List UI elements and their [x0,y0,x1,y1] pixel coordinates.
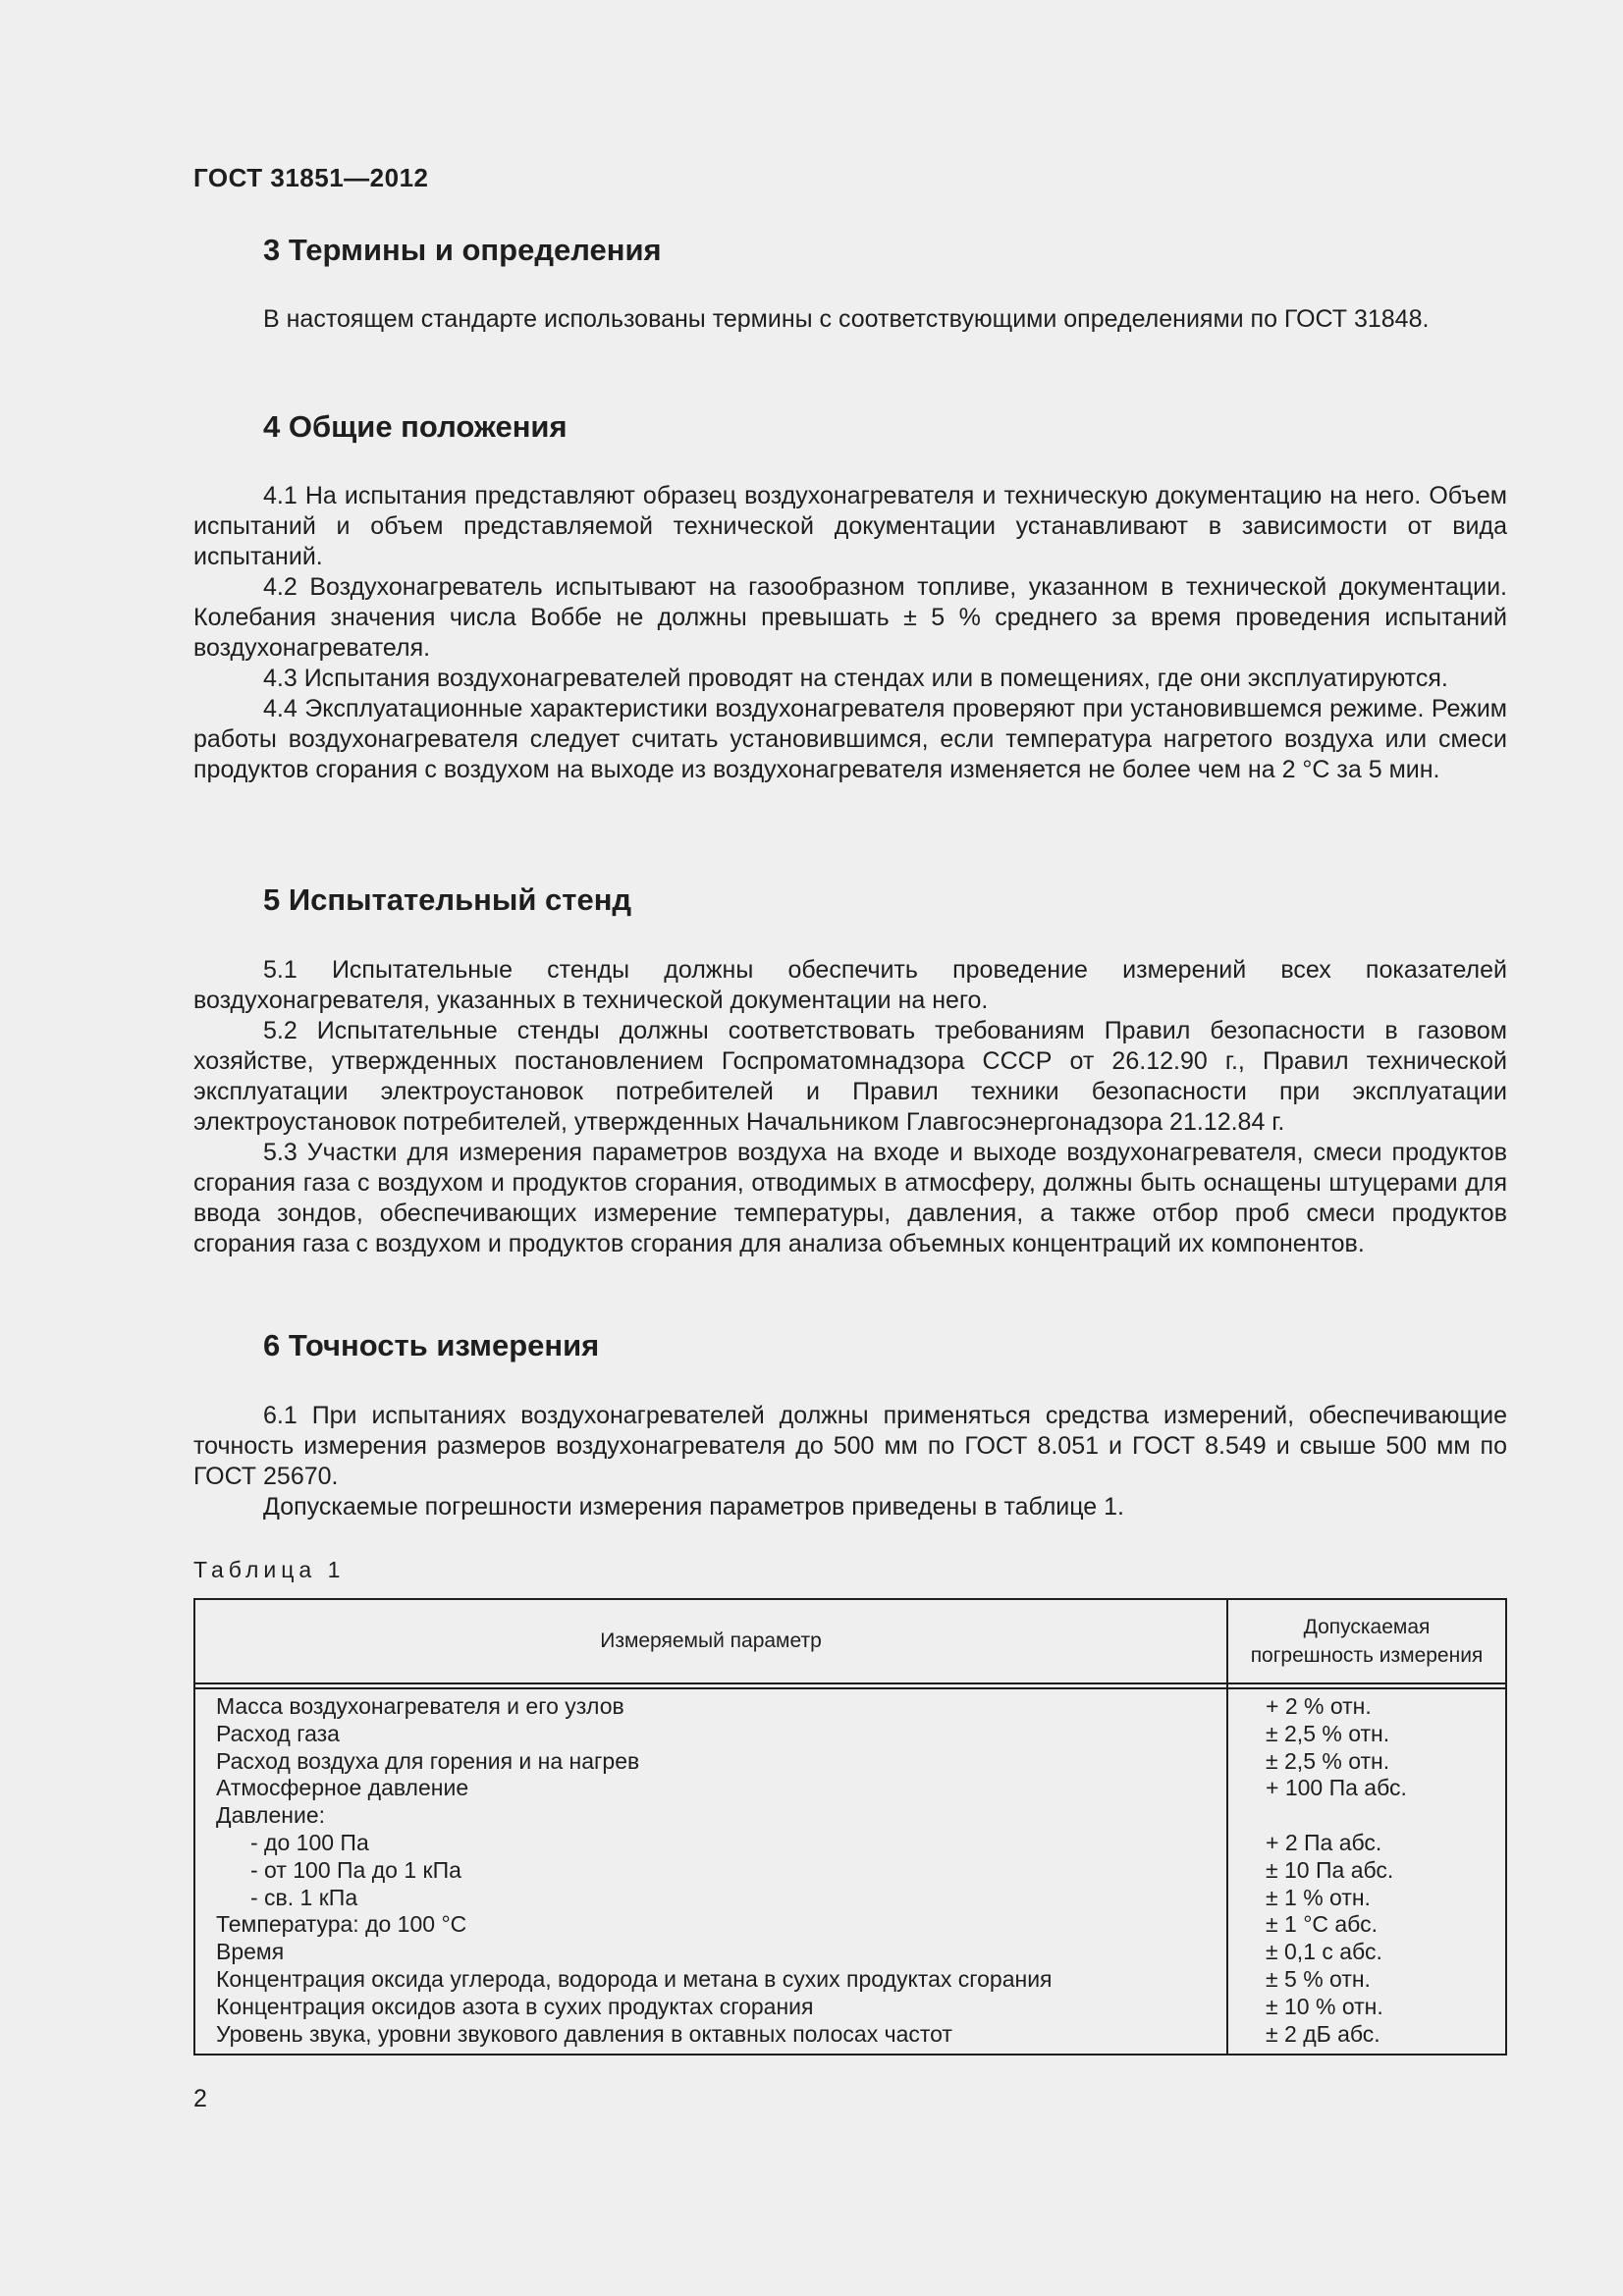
row-param: Атмосферное давление [216,1775,469,1801]
row-param: Концентрация оксидов азота в сухих продуктах сгорания [216,1993,814,2019]
table-row [195,1721,1505,1748]
paragraph-6-2: Допускаемые погрешности измерения параметров приведены в таблице 1. [263,1493,1125,1521]
table-row [195,1802,1505,1830]
table-row [195,1994,1505,2021]
table-caption: Таблица 1 [193,1557,346,1582]
row-param: Расход газа [216,1720,340,1746]
table-row [195,1775,1505,1802]
row-param: Время [216,1939,285,1965]
paragraph-4-3: 4.3 Испытания воздухонагревателей проводят на стендах или в помещениях, где они эксплуатируются. [263,665,1448,692]
row-param: - до 100 Па [250,1829,369,1855]
tolerance-table [193,1598,1507,2056]
row-error: ± 1 % отн. [1266,1884,1371,1910]
table-row [195,1857,1505,1885]
section-6-title: 6 Точность измерения [263,1328,600,1362]
row-error: ± 1 °С абс. [1266,1911,1378,1938]
row-error: + 2 Па абс. [1266,1829,1382,1855]
row-param: Температура: до 100 °С [216,1911,467,1938]
row-error: + 100 Па абс. [1266,1775,1407,1801]
row-error: ± 2 дБ абс. [1266,2020,1380,2047]
row-param: Масса воздухонагревателя и его узлов [216,1693,624,1719]
row-error: + 2 % отн. [1266,1693,1372,1719]
table-header-error-line1: Допускаемая [1303,1616,1431,1638]
row-error: ± 10 % отн. [1266,1993,1383,2019]
paragraph-5-1: 5.1 Испытательные стенды должны обеспечить проведение измерений всех показателей воздухонагревателя, указанных в технической документации на него. [193,956,1507,1014]
table-header-error-line2: погрешность измерения [1250,1644,1484,1667]
table-header-param: Измеряемый параметр [600,1629,822,1652]
paragraph-3-intro: В настоящем стандарте использованы термины с соответствующими определениями по ГОСТ 31848. [263,305,1430,333]
row-error: ± 0,1 с абс. [1266,1939,1382,1965]
page-number: 2 [193,2085,207,2112]
row-error: ± 2,5 % отн. [1266,1747,1390,1774]
paragraph-4-1: 4.1 На испытания представляют образец воздухонагревателя и техническую документацию на него. Объем испытаний и объем представляемой технической документации устанавливают в зависимости от вида испытаний. [193,482,1507,570]
table-header-error [1228,1600,1505,1682]
table-row [195,2021,1505,2049]
table-row [195,1748,1505,1776]
table-body [195,1693,1505,2048]
row-param: Расход воздуха для горения и на нагрев [216,1747,640,1774]
row-param: Уровень звука, уровни звукового давления в октавных полосах частот [216,2020,952,2047]
paragraph-5-2: 5.2 Испытательные стенды должны соответствовать требованиям Правил безопасности в газовом хозяйстве, утвержденных постановлением Госпроматомнадзора СССР от 26.12.90 г., Правил технической эксплуатации электроустановок потребителей и Правил техники безопасности при эксплуатации электроустановок потребителей, утвержденных Начальником Главгосэнергонадзора 21.12.84 г. [193,1017,1507,1136]
table-header-divider-double [195,1687,1505,1689]
row-error: ± 2,5 % отн. [1266,1720,1390,1746]
table-row [195,1939,1505,1966]
row-param: - от 100 Па до 1 кПа [250,1856,461,1883]
table-row [195,1885,1505,1912]
row-param: Давление: [216,1802,326,1829]
paragraph-4-4: 4.4 Эксплуатационные характеристики воздухонагревателя проверяют при установившемся режиме. Режим работы воздухонагревателя следует считать установившимся, если температура нагретого воздуха или смеси продуктов сгорания с воздухом на выходе из воздухонагревателя изменяется не более чем на 2 °С за 5 мин. [193,695,1507,783]
section-5-body [193,955,1507,1259]
table-header-divider [195,1682,1505,1684]
table-row [195,1830,1505,1857]
row-param: - св. 1 кПа [250,1884,358,1910]
paragraph-6-1: 6.1 При испытаниях воздухонагревателей должны применяться средства измерений, обеспечивающие точность измерения размеров воздухонагревателя до 500 мм по ГОСТ 8.051 и ГОСТ 8.549 и свыше 500 мм по ГОСТ 25670. [193,1402,1507,1490]
row-param: Концентрация оксида углерода, водорода и метана в сухих продуктах сгорания [216,1965,1053,1992]
section-5-title: 5 Испытательный стенд [263,882,632,917]
row-error: ± 10 Па абс. [1266,1856,1394,1883]
section-6-body [193,1401,1507,1522]
section-3-body [193,304,1507,335]
paragraph-5-3: 5.3 Участки для измерения параметров воздуха на входе и выходе воздухонагревателя, смеси продуктов сгорания газа с воздухом и продуктов сгорания, отводимых в атмосферу, должны быть оснащены штуцерами для ввода зондов, обеспечивающих измерение температуры, давления, а также отбор проб смеси продуктов сгорания газа с воздухом и продуктов сгорания для анализа объемных концентраций их компонентов. [193,1139,1507,1257]
table-row [195,1693,1505,1721]
section-4-body [193,481,1507,785]
section-3-title: 3 Термины и определения [263,233,662,267]
document-id-header: ГОСТ 31851—2012 [193,163,429,192]
section-4-title: 4 Общие положения [263,409,568,444]
paragraph-4-2: 4.2 Воздухонагреватель испытывают на газообразном топливе, указанном в технической документации. Колебания значения числа Воббе не должны превышать ± 5 % среднего за время проведения испытаний воздухонагревателя. [193,573,1507,662]
row-error: ± 5 % отн. [1266,1965,1371,1992]
table-row [195,1911,1505,1939]
table-row [195,1966,1505,1994]
